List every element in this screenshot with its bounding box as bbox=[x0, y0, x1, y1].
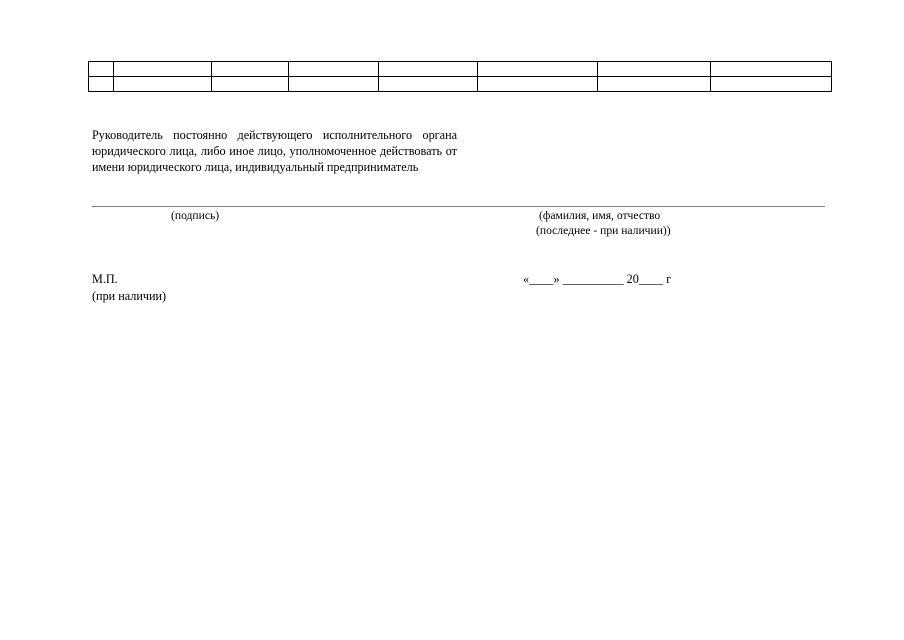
stamp-label: М.П. bbox=[92, 272, 118, 286]
date-line: «____» __________ 20____ г bbox=[523, 272, 672, 286]
table-cell bbox=[289, 62, 379, 77]
table-cell bbox=[89, 62, 114, 77]
table-cell bbox=[598, 77, 711, 92]
signatory-heading: Руководитель постоянно действующего исполнительного органа юридического лица, либо иное лицо, уполномоченное действовать от имени юридического лица, индивидуальный предприниматель bbox=[92, 128, 457, 174]
table-cell bbox=[89, 77, 114, 92]
full-name-caption: (фамилия, имя, отчество bbox=[539, 209, 661, 222]
table-cell bbox=[711, 77, 832, 92]
table-cell bbox=[478, 77, 598, 92]
table-cell bbox=[379, 77, 478, 92]
full-name-caption-note: (последнее - при наличии)) bbox=[536, 224, 671, 237]
stamp-block bbox=[92, 271, 166, 305]
table-cell bbox=[289, 77, 379, 92]
signature-line bbox=[92, 206, 825, 207]
blank-table bbox=[88, 61, 832, 92]
stamp-note: (при наличии) bbox=[92, 289, 167, 303]
table-cell bbox=[114, 62, 212, 77]
table-row bbox=[89, 62, 832, 77]
table-cell bbox=[598, 62, 711, 77]
table-cell bbox=[379, 62, 478, 77]
table-cell bbox=[711, 62, 832, 77]
table-cell bbox=[478, 62, 598, 77]
signature-caption: (подпись) bbox=[171, 209, 220, 222]
table-row bbox=[89, 77, 832, 92]
table-cell bbox=[114, 77, 212, 92]
table-cell bbox=[212, 62, 289, 77]
table-cell bbox=[212, 77, 289, 92]
